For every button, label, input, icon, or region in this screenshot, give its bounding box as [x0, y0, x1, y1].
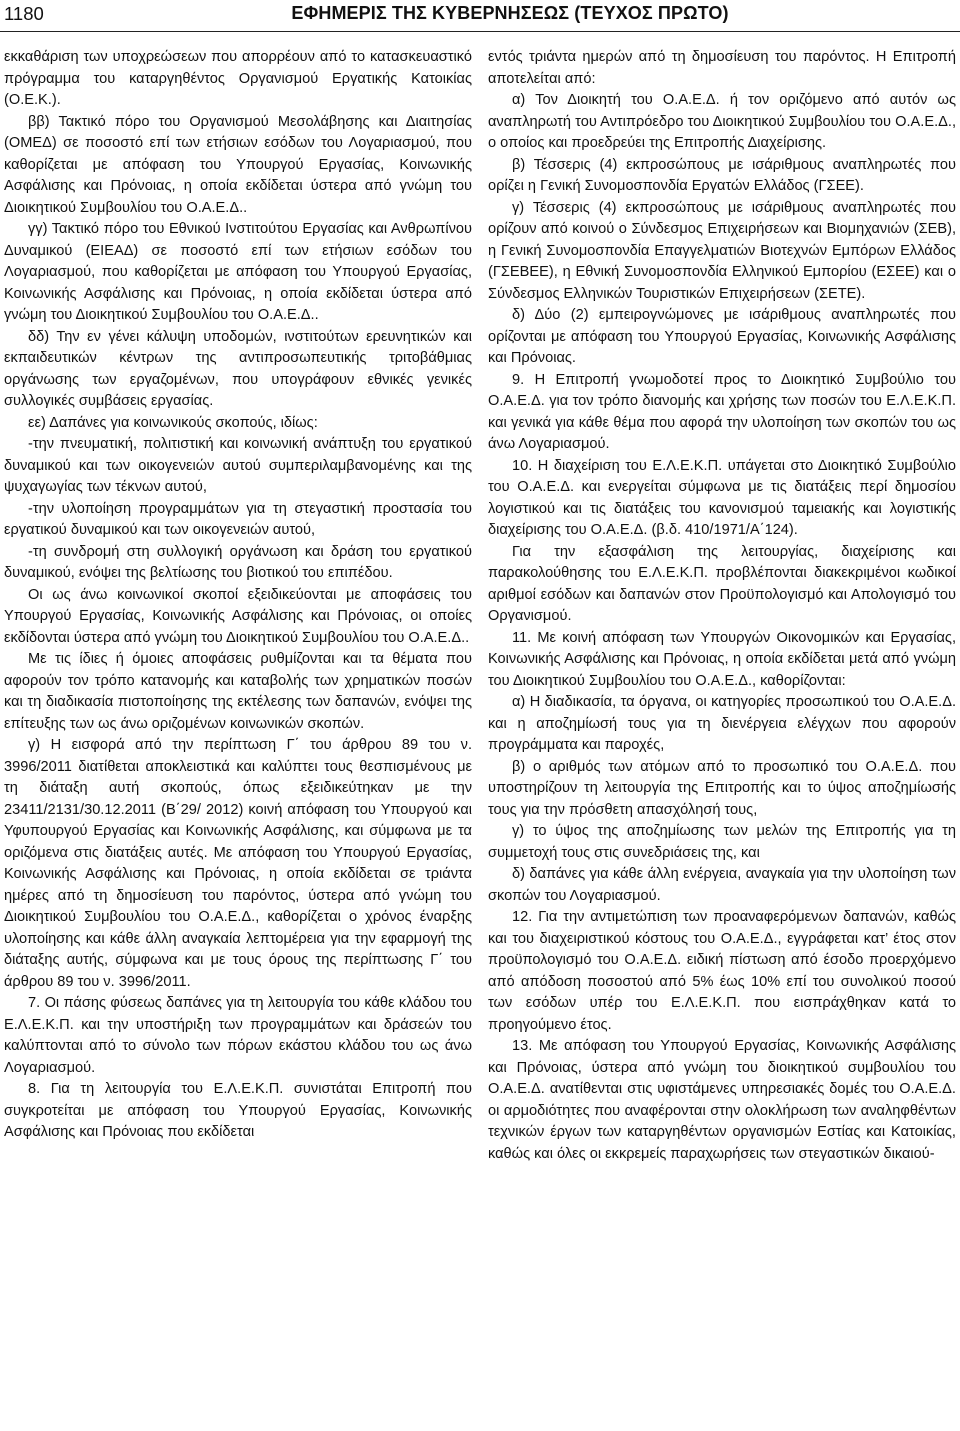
- paragraph: 13. Με απόφαση του Υπουργού Εργασίας, Κοινωνικής Ασφάλισης και Πρόνοιας, ύστερα από γνώμη του διοικητικού συμβουλίου του Ο.Α.Ε.Δ. ανατίθενται στις υφιστάμενες υπηρεσιακές δομές του Ο.Α.Ε.Δ. οι αρμοδιότητες που αναφέρονται στην ολοκλήρωση των αναληφθέντων τεχνικών έργων των καταργηθέντων οργανισμών Εστίας και Κατοικίας, καθώς και όλες οι εκκρεμείς παραχωρήσεις των στεγαστικών δικαιού-: [488, 1038, 956, 1162]
- paragraph: β) ο αριθμός των ατόμων από το προσωπικό του Ο.Α.Ε.Δ. που υποστηρίζουν τη λειτουργία της Επιτροπής και το ύψος αποζημίωσής τους για την πρόσθετη απασχόλησή τους,: [488, 758, 956, 818]
- paragraph: -τη συνδρομή στη συλλογική οργάνωση και δράση του εργατικού δυναμικού, ενόψει της βελτίωσης του βιοτικού του επιπέδου.: [4, 543, 472, 581]
- paragraph: α) Η διαδικασία, τα όργανα, οι κατηγορίες προσωπικού του Ο.Α.Ε.Δ. και η αποζημίωσή τους για τη διενέργεια ελέγχων που αφορούν προγράμματα και παροχές,: [488, 694, 956, 753]
- paragraph: εντός τριάντα ημερών από τη δημοσίευση του παρόντος. Η Επιτροπή αποτελείται από:: [488, 49, 956, 87]
- paragraph: 8. Για τη λειτουργία του Ε.Λ.Ε.Κ.Π. συνιστάται Επιτροπή που συγκροτείται με απόφαση του Υπουργού Εργασίας, Κοινωνικής Ασφάλισης και Πρόνοιας που εκδίδεται: [4, 1081, 472, 1140]
- paragraph: εκκαθάριση των υποχρεώσεων που απορρέουν από το κατασκευαστικό πρόγραμμα του καταργηθέντος Οργανισμού Εργατικής Κατοικίας (Ο.Ε.Κ.).: [4, 49, 472, 108]
- paragraph: δ) Δύο (2) εμπειρογνώμονες με ισάριθμους αναπληρωτές που ορίζονται με απόφαση του Υπουργού Εργασίας, Κοινωνικής Ασφάλισης και Πρόνοιας.: [488, 307, 956, 366]
- paragraph: γ) το ύψος της αποζημίωσης των μελών της Επιτροπής για τη συμμετοχή τους στις συνεδριάσεις της, και: [488, 823, 956, 861]
- paragraph: εε) Δαπάνες για κοινωνικούς σκοπούς, ιδίως:: [28, 414, 318, 431]
- page-number: 1180: [4, 3, 44, 24]
- paragraph: γ) Η εισφορά από την περίπτωση Γ΄ του άρθρου 89 του ν. 3996/2011 διατίθεται αποκλειστικά και καλύπτει τους θεσπισμένους με τη διάταξη αυτή σκοπούς, όπως εξειδικεύτηκαν με την 23411/2131/30.12.2011 (Β΄29/ 2012) κοινή απόφαση του Υπουργού και Υφυπουργού Εργασίας και Κοινωνικής Ασφάλισης, και σύμφωνα με τα οριζόμενα στις διατάξεις αυτές. Με απόφαση του Υπουργού Εργασίας, Κοινωνικής Ασφάλισης και Πρόνοιας, η οποία εκδίδεται σε τριάντα ημέρες από τη δημοσίευση του παρόντος, ύστερα από γνώμη του Διοικητικού Συμβουλίου του Ο.Α.Ε.Δ., καθορίζεται ο χρόνος έναρξης υλοποίησης και κάθε άλλη αναγκαία λεπτομέρεια για την εφαρμογή της διάταξης αυτής, σύμφωνα και με τους όρους της περίπτωσης Γ΄ του άρθρου 89 του ν. 3996/2011.: [4, 737, 472, 990]
- paragraph: δδ) Την εν γένει κάλυψη υποδομών, ινστιτούτων ερευνητικών και εκπαιδευτικών κέντρων της αντιπροσωπευτικής τριτοβάθμιας οργάνωσης των εργαζομένων, που υπογράφουν εθνικές γενικές συλλογικές συμβάσεις εργασίας.: [4, 328, 472, 409]
- page-header: [0, 0, 960, 32]
- paragraph: 12. Για την αντιμετώπιση των προαναφερόμενων δαπανών, καθώς και του διαχειριστικού κόστους του Ο.Α.Ε.Δ., εγγράφεται κατ’ έτος στον προϋπολογισμό του Ο.Α.Ε.Δ. ειδική πίστωση από έσοδο προερχόμενο από απόδοση ποσοστού από 5% έως 10% επί του συνολικού ποσού των εσόδων υπέρ του Ε.Λ.Ε.Κ.Π. που εισπράχθηκαν κατά το προηγούμενο έτος.: [488, 909, 956, 1033]
- paragraph: 11. Με κοινή απόφαση των Υπουργών Οικονομικών και Εργασίας, Κοινωνικής Ασφάλισης και Πρόνοιας, η οποία εκδίδεται μετά από γνώμη του Διοικητικού Συμβουλίου του Ο.Α.Ε.Δ., καθορίζονται:: [488, 629, 956, 689]
- paragraph: 7. Οι πάσης φύσεως δαπάνες για τη λειτουργία του κάθε κλάδου του Ε.Λ.Ε.Κ.Π. και την υποστήριξη των προγραμμάτων και δράσεών του καλύπτονται από το σύνολο των πόρων εκάστου κλάδου του ως άνω Λογαριασμού.: [4, 995, 472, 1076]
- paragraph: β) Τέσσερις (4) εκπροσώπους με ισάριθμους αναπληρωτές που ορίζει η Γενική Συνομοσπονδία Εργατών Ελλάδος (ΓΣΕΕ).: [488, 156, 956, 194]
- paragraph: 9. Η Επιτροπή γνωμοδοτεί προς το Διοικητικό Συμβούλιο του Ο.Α.Ε.Δ. για τον τρόπο διανομής και χρήσης των ποσών του Ε.Λ.Ε.Κ.Π. και γενικά για κάθε θέμα που αφορά την υλοποίηση των σκοπών του ως άνω Λογαριασμού.: [488, 371, 956, 452]
- right-column: [488, 47, 956, 1165]
- paragraph: α) Τον Διοικητή του Ο.Α.Ε.Δ. ή τον οριζόμενο από αυτόν ως αναπληρωτή του Αντιπρόεδρο του Διοικητικού Συμβουλίου του Ο.Α.Ε.Δ., ο οποίος και προεδρεύει της Επιτροπής Διαχείρισης.: [488, 92, 956, 151]
- paragraph: 10. Η διαχείριση του Ε.Λ.Ε.Κ.Π. υπάγεται στο Διοικητικό Συμβούλιο του Ο.Α.Ε.Δ. και ενεργείται σύμφωνα με τις διατάξεις περί δημοσίου λογιστικού και τις διατάξεις του κανονισμού ταμειακής και λογιστικής διαχείρισης του Ο.Α.Ε.Δ. (β.δ. 410/1971/Α΄124).: [488, 457, 956, 538]
- paragraph: -την υλοποίηση προγραμμάτων για τη στεγαστική προστασία του εργατικού δυναμικού και των οικογενειών αυτού,: [4, 500, 472, 538]
- paragraph: γ) Τέσσερις (4) εκπροσώπους με ισάριθμους αναπληρωτές που ορίζουν από κοινού ο Σύνδεσμος Επιχειρήσεων και Βιομηχανιών (ΣΕΒ), η Γενική Συνομοσπονδία Επαγγελματιών Βιοτεχνών Εμπόρων Ελλάδος (ΓΣΕΒΕΕ), η Εθνική Συνομοσπονδία Ελληνικού Εμπορίου (ΕΣΕΕ) και ο Σύνδεσμος Ελληνικών Τουριστικών Επιχειρήσεων (ΣΕΤΕ).: [488, 199, 956, 302]
- paragraph: -την πνευματική, πολιτιστική και κοινωνική ανάπτυξη του εργατικού δυναμικού και των οικογενειών αυτού συμπεριλαμβανομένης και της ψυχαγωγίας των τέκνων αυτού,: [4, 436, 472, 495]
- paragraph: Για την εξασφάλιση της λειτουργίας, διαχείρισης και παρακολούθησης του Ε.Λ.Ε.Κ.Π. προβλέπονται διακεκριμένοι κωδικοί αριθμοί εσόδων και δαπανών στον Προϋπολογισμό και Απολογισμό του Οργανισμού.: [488, 543, 956, 624]
- paragraph: Οι ως άνω κοινωνικοί σκοποί εξειδικεύονται με αποφάσεις του Υπουργού Εργασίας, Κοινωνικής Ασφάλισης και Πρόνοιας, οι οποίες εκδίδονται ύστερα από γνώμη του Διοικητικού Συμβουλίου του Ο.Α.Ε.Δ..: [4, 586, 472, 646]
- paragraph: ββ) Τακτικό πόρο του Οργανισμού Μεσολάβησης και Διαιτησίας (ΟΜΕΔ) σε ποσοστό επί των ετήσιων εσόδων του Λογαριασμού, που καθορίζεται με απόφαση του Υπουργού Εργασίας, Κοινωνικής Ασφάλισης και Πρόνοιας, η οποία εκδίδεται ύστερα από γνώμη του Διοικητικού Συμβουλίου του Ο.Α.Ε.Δ..: [4, 113, 472, 216]
- gazette-title: ΕΦΗΜΕΡΙΣ ΤΗΣ ΚΥΒΕΡΝΗΣΕΩΣ (ΤΕΥΧΟΣ ΠΡΩΤΟ): [291, 3, 729, 23]
- left-column: [4, 47, 472, 1144]
- paragraph: γγ) Τακτικό πόρο του Εθνικού Ινστιτούτου Εργασίας και Ανθρωπίνου Δυναμικού (ΕΙΕΑΔ) σε ποσοστό επί των ετήσιων εσόδων του Λογαριασμού, που καθορίζεται με απόφαση του Υπουργού Εργασίας, Κοινωνικής Ασφάλισης και Πρόνοιας, η οποία εκδίδεται ύστερα από γνώμη του Διοικητικού Συμβουλίου του Ο.Α.Ε.Δ..: [4, 221, 472, 323]
- paragraph: δ) δαπάνες για κάθε άλλη ενέργεια, αναγκαία για την υλοποίηση των σκοπών του Λογαριασμού.: [488, 866, 956, 904]
- paragraph: Με τις ίδιες ή όμοιες αποφάσεις ρυθμίζονται και τα θέματα που αφορούν τον τρόπο κατανομής και καταβολής των χρηματικών ποσών και τη διαδικασία πιστοποίησης της εκτέλεσης των δαπανών, ενόψει της επίτευξης των ως άνω οριζομένων κοινωνικών σκοπών.: [4, 651, 472, 732]
